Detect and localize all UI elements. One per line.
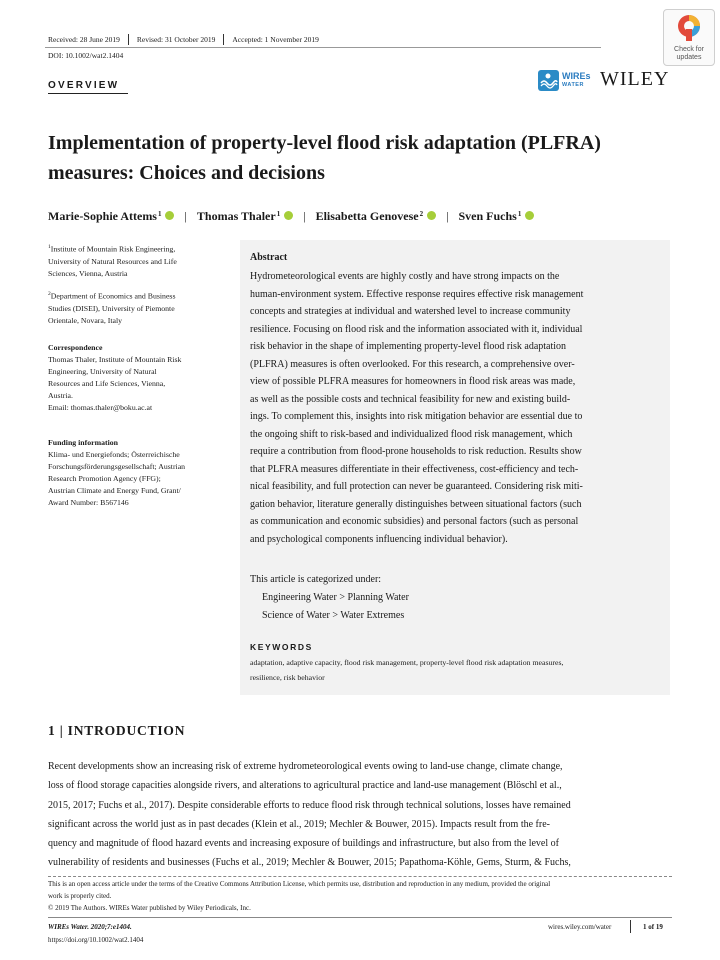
check-for-updates-badge[interactable] bbox=[663, 9, 715, 66]
journal-site-link[interactable]: wires.wiley.com/water bbox=[548, 923, 612, 931]
author-list: Marie-Sophie Attems $^1$ | Thomas Thaler $^1$ | Elisabetta Genovese $^2$ | Sven Fuchs $^1$ bbox=[48, 209, 534, 224]
revised-date: Revised: 31 October 2019 bbox=[136, 35, 216, 44]
doi-header[interactable]: DOI: 10.1002/wat2.1404 bbox=[48, 51, 124, 60]
category-item[interactable]: Science of Water > Water Extremes bbox=[262, 610, 405, 621]
introduction-paragraph: Recent developments show an increasing risk of extreme hydrometeorological events owing to land-use change, climate change, loss of flood storage capacities alongside rivers, and alterations to agricultural practice and land-use management (Blöschl et al., 2015, 2017; Fuchs et al., 2017). Despite considerable efforts to reduce flood risk through technical solutions, losses have remained significant across the world just as in past decades (Klein et al., 2019; Mechler & Bouwer, 2015). Impacts result from the fre- quency and magnitude of flood hazard events and increasing exposure of buildings and infrastructure, but also from the level of vulnerability of residents and businesses (Fuchs et al., 2019; Mechler & Bouwer, 2015; Papathoma-Köhle, Gems, Sturm, & Fuchs, bbox=[48, 761, 571, 869]
page-number: 1 of 19 bbox=[643, 923, 663, 931]
accepted-date: Accepted: 1 November 2019 bbox=[232, 35, 319, 44]
keywords-list: adaptation, adaptive capacity, flood risk management, property-level flood risk adaptation measures, bbox=[250, 658, 564, 667]
categorized-under-label: This article is categorized under: bbox=[250, 574, 382, 585]
submission-dates bbox=[48, 34, 319, 45]
license-note: This is an open access article under the terms of the Creative Commons Attribution License, which permits use, distribution and reproduction in any medium, provided the original bbox=[48, 880, 551, 888]
journal-logo-name: WIREs bbox=[562, 71, 591, 81]
wires-logo-icon bbox=[538, 70, 559, 91]
section-label: OVERVIEW bbox=[48, 80, 120, 91]
publisher-logo[interactable]: WILEY bbox=[600, 68, 670, 90]
section-label-rule bbox=[48, 93, 128, 94]
author[interactable]: Sven Fuchs $^1$ bbox=[459, 209, 535, 224]
keywords-heading: KEYWORDS bbox=[250, 642, 313, 652]
journal-logo-sub: WATER bbox=[562, 82, 584, 88]
journal-citation: WIREs Water. 2020;7:e1404. bbox=[48, 923, 132, 931]
orcid-icon[interactable] bbox=[427, 211, 436, 220]
author[interactable]: Elisabetta Genovese $^2$ bbox=[316, 209, 437, 224]
check-for-updates-label: Check for updates bbox=[674, 46, 704, 61]
date-separator bbox=[128, 34, 129, 45]
category-item[interactable]: Engineering Water > Planning Water bbox=[262, 592, 409, 603]
correspondence-heading: Correspondence bbox=[48, 343, 103, 352]
header-rule bbox=[45, 47, 601, 48]
license-note: work is properly cited. bbox=[48, 892, 112, 900]
journal-logo[interactable] bbox=[538, 70, 594, 92]
section-heading-introduction: 1 | INTRODUCTION bbox=[48, 723, 186, 738]
copyright-note: © 2019 The Authors. WIREs Water published by Wiley Periodicals, Inc. bbox=[48, 904, 251, 912]
abstract-heading: Abstract bbox=[250, 252, 288, 263]
author[interactable]: Thomas Thaler $^1$ bbox=[197, 209, 293, 224]
footer-rule bbox=[48, 917, 672, 918]
affiliation-2: $^2$Department of Economics and Business Studies (DISEI), University of Piemonte Orientale, Novara, Italy bbox=[48, 291, 176, 325]
orcid-icon[interactable] bbox=[284, 211, 293, 220]
crossmark-icon bbox=[677, 14, 701, 44]
date-separator bbox=[223, 34, 224, 45]
footer-separator bbox=[630, 920, 631, 933]
footnote-rule bbox=[48, 876, 672, 877]
funding-heading: Funding information bbox=[48, 438, 118, 447]
correspondence: Correspondence Thomas Thaler, Institute of Mountain Risk Engineering, University of Natural Resources and Life Sciences, Vienna, Austria. Email: thomas.thaler@boku.ac.at bbox=[48, 342, 228, 414]
keywords-list: resilience, risk behavior bbox=[250, 673, 325, 682]
doi-link[interactable]: https://doi.org/10.1002/wat2.1404 bbox=[48, 936, 144, 944]
abstract-body: Hydrometeorological events are highly costly and have strong impacts on the human-environment system. Effective response requires effective risk management concepts and strategies at individual and watershed level to increase community resilience. Focusing on flood risk and the information associated with it, individual risk behavior in the shape of implementing property-level flood risk adaptation (PLFRA) measures is often overlooked. For this research, a comprehensive over- view of possible PLFRA measures for homeowners in flood risk areas was made, as well as the possible costs and technical feasibility for new and existing build- ings. To complement this, insights into risk mitigation behavior are essential due to the ongoing shift to risk-based and individualized flood risk management, which require a contribution from flood-prone households to risk reduction. Results show that PLFRA measures differentiate in their effectiveness, cost-efficiency and tech- nical feasibility, and full protection can never be guaranteed. Considering risk miti- gation behavior, literature generally distinguishes between situational factors (such as communication and economic subsidies) and personal factors (such as personal and psychological components influencing individual behavior). bbox=[250, 271, 584, 545]
affiliation-1: $^1$Institute of Mountain Risk Engineering, University of Natural Resources and Life Sciences, Vienna, Austria bbox=[48, 244, 177, 278]
orcid-icon[interactable] bbox=[165, 211, 174, 220]
article-title: Implementation of property-level flood risk adaptation (PLFRA) measures: Choices and decisions bbox=[48, 132, 601, 184]
author[interactable]: Marie-Sophie Attems $^1$ bbox=[48, 209, 174, 224]
orcid-icon[interactable] bbox=[525, 211, 534, 220]
funding-information: Funding information Klima- und Energiefonds; Österreichische Forschungsförderungsgesellschaft; Austrian Research Promotion Agency (FFG); Austrian Climate and Energy Fund, Grant/ Award Number: B567146 bbox=[48, 437, 228, 509]
received-date: Received: 28 June 2019 bbox=[48, 35, 120, 44]
correspondence-email[interactable]: Email: thomas.thaler@boku.ac.at bbox=[48, 403, 153, 412]
